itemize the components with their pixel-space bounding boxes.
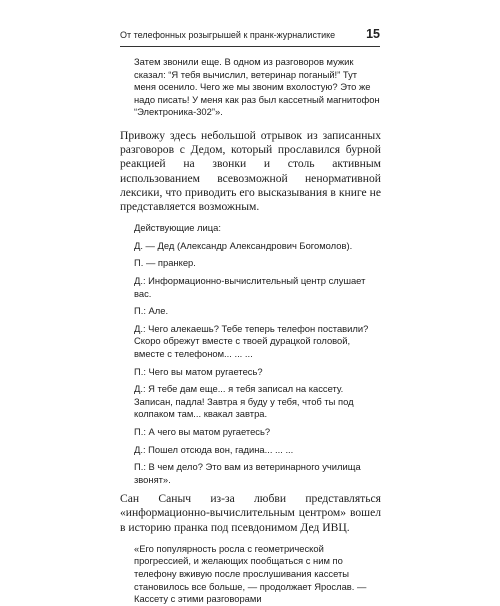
body-paragraph-1: [120, 129, 381, 214]
body-paragraph-2: [120, 492, 381, 535]
body-paragraph-text: Сан Саныч из-за любви представляться «информационно-вычислительным центром» вошел в историю пранка под псевдонимом Дед ИВЦ.: [120, 492, 381, 534]
running-header-title: От телефонных розыгрышей к пранк-журналистике: [120, 30, 336, 40]
dialog-line: Д.: Я тебе дам еще... я тебя записал на кассету. Записан, падла! Завтра я буду у тебя, чтоб ты под колпаком там... квакал завтра.: [134, 383, 354, 420]
quote-paragraph: «Его популярность росла с геометрической прогрессией, и желающих пообщаться с ним по телефону вживую после прослушивания кассеты становилось все больше, — продолжает Ярослав. — Кассету с этими разговорами: [134, 542, 367, 605]
quote-block-1: [120, 56, 381, 119]
dialog-block: [120, 222, 381, 486]
quote-paragraph: Затем звонили еще. В одном из разговоров мужик сказал: “Я тебя вычислил, ветеринар поганый!” Тут меня осенило. Чего же мы звоним вхолостую? Это же надо писать! У меня как раз был кассетный магнитофон “Электроника-302”».: [134, 56, 380, 118]
dialog-line: Д.: Информационно-вычислительный центр слушает вас.: [134, 274, 366, 299]
dialog-line: Д.: Пошел отсюда вон, гадина... ... ...: [134, 443, 294, 455]
dialog-line: Действующие лица:: [134, 222, 221, 234]
body-paragraph-text: Привожу здесь небольшой отрывок из записанных разговоров с Дедом, который прославился бурной реакцией на звонки и столь активным использованием всевозможной ненормативной лексики, что приводить его высказывания в книге не представляется возможным.: [120, 128, 381, 213]
page-body: [120, 52, 381, 606]
dialog-line: П.: Але.: [134, 305, 169, 317]
page-number: 15: [366, 27, 380, 41]
quote-block-2: [120, 543, 381, 606]
dialog-line: П.: А чего вы матом ругаетесь?: [134, 425, 271, 437]
dialog-line: П.: Чего вы матом ругаетесь?: [134, 365, 263, 377]
running-header: [120, 27, 380, 43]
dialog-line: Д. — Дед (Александр Александрович Богомолов).: [134, 239, 353, 251]
dialog-line: П. — пранкер.: [134, 257, 196, 269]
dialog-line: Д.: Чего алекаешь? Тебе теперь телефон поставили? Скоро обрежут вместе с твоей дурацкой головой, вместе с телефоном... ... ...: [134, 322, 369, 359]
header-divider: [120, 46, 380, 47]
dialog-line: П.: В чем дело? Это вам из ветеринарного училища звонят».: [134, 461, 361, 485]
